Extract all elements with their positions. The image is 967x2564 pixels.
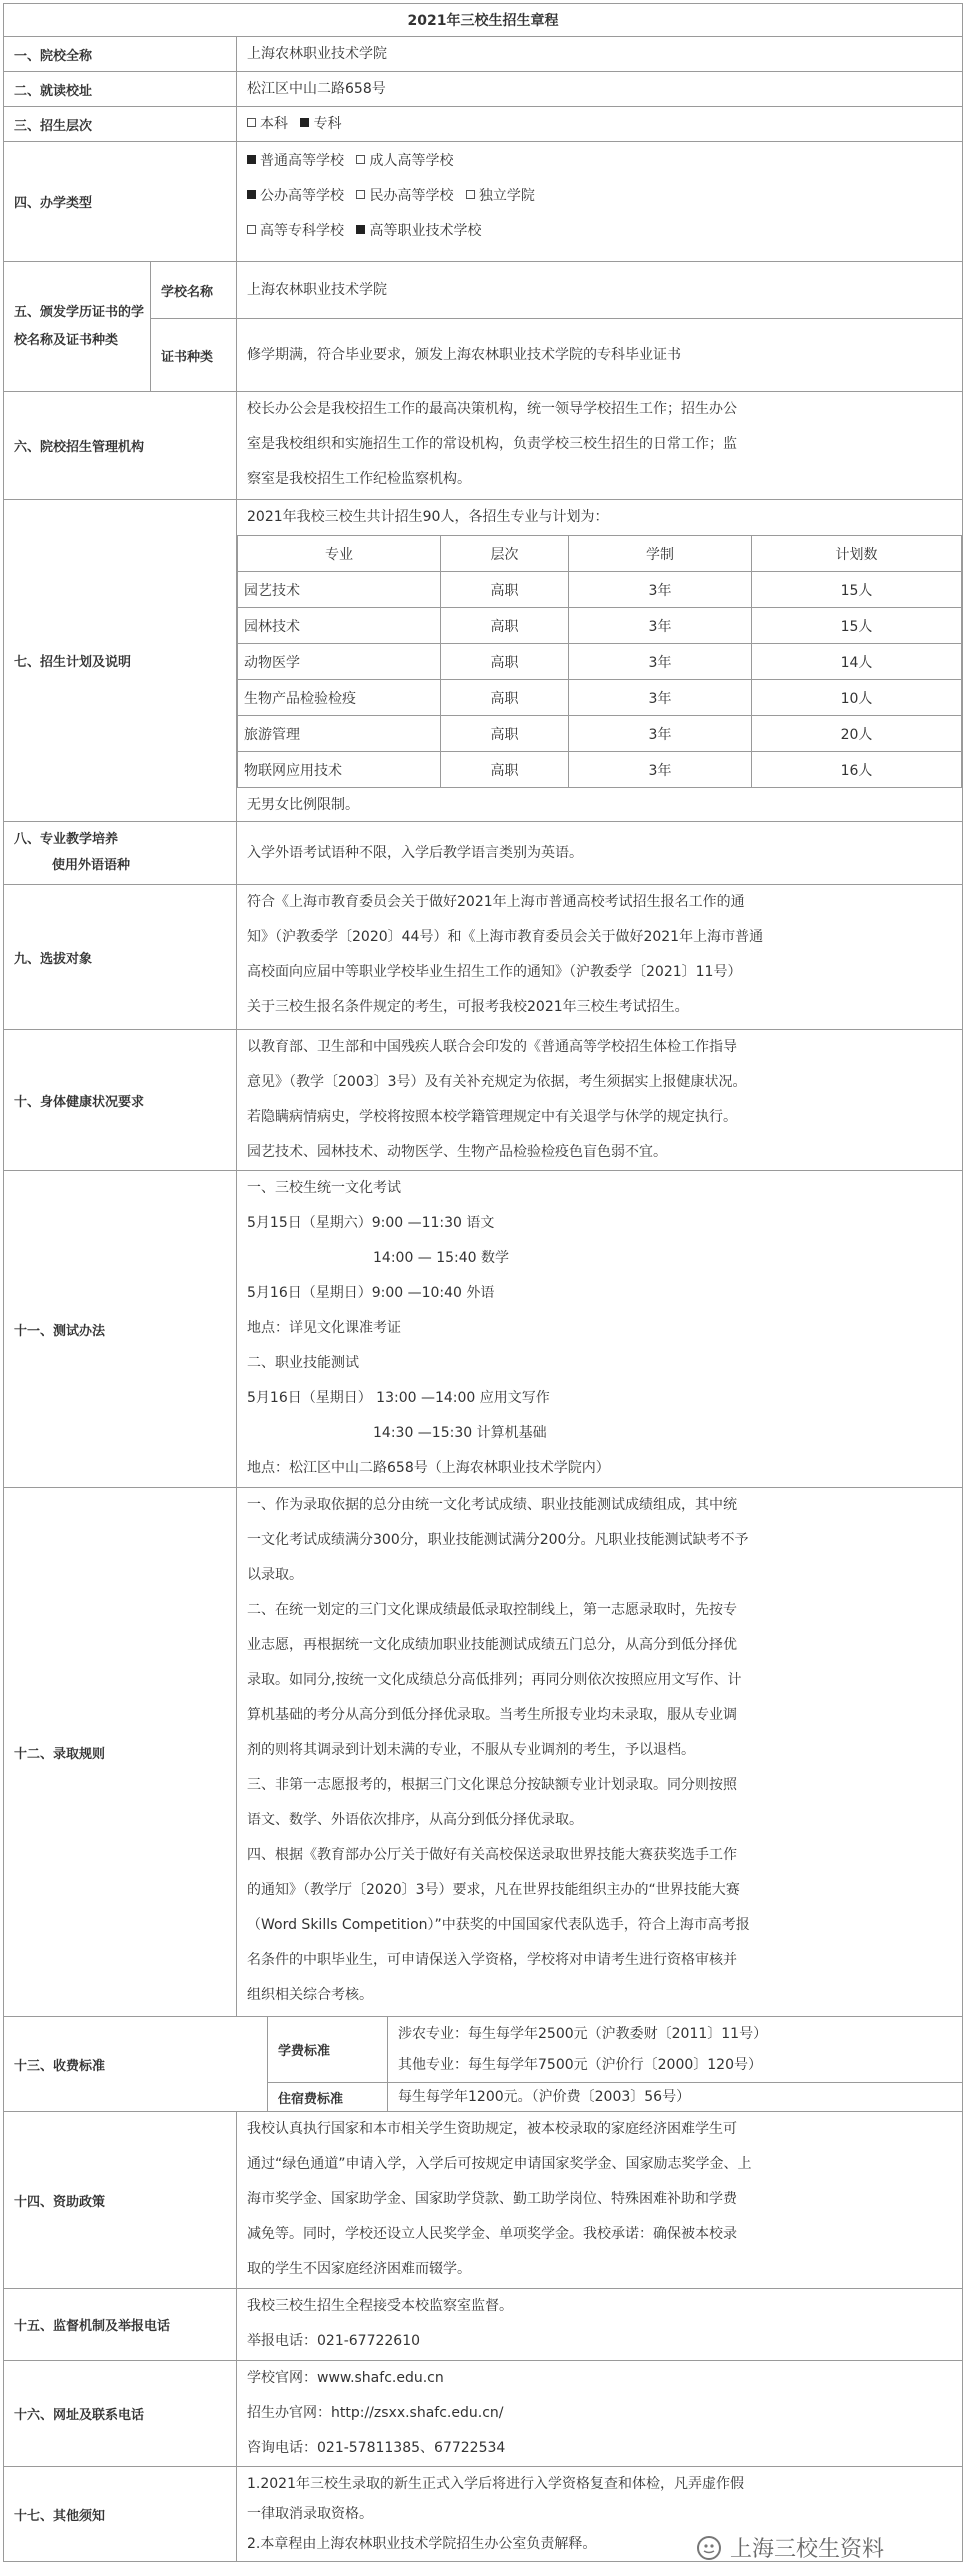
table-header-row: 专业 层次 学制 计划数 xyxy=(238,536,962,572)
checkbox-icon xyxy=(247,225,256,234)
section-3-options xyxy=(236,106,963,142)
tuition-label: 学费标准 xyxy=(267,2016,388,2083)
admission-website: 招生办官网：http://zsxx.shafc.edu.cn/ xyxy=(247,2405,504,2421)
school-type-row: 普通高等学校 成人高等学校 xyxy=(247,144,952,179)
option-zhuanke: 专科 xyxy=(300,116,341,132)
section-4-label: 四、办学类型 xyxy=(3,141,237,262)
tuition-content: 涉农专业：每生每学年2500元（沪教委财〔2011〕11号） 其他专业：每生每学年7500元（沪价行〔2000〕120号） xyxy=(387,2016,963,2083)
section-16-label: 十六、网址及联系电话 xyxy=(3,2360,237,2467)
dorm-fee-value: 每生每学年1200元。（沪价费〔2003〕56号） xyxy=(387,2082,963,2112)
checkbox-checked-icon xyxy=(300,118,309,127)
section-14-label: 十四、资助政策 xyxy=(3,2111,237,2289)
cert-type-value: 修学期满，符合毕业要求，颁发上海农林职业技术学院的专科毕业证书 xyxy=(236,318,963,392)
watermark-text: 上海三校生资料 xyxy=(730,2537,885,2562)
document-title: 2021年三校生招生章程 xyxy=(3,3,963,37)
checkbox-icon xyxy=(356,155,365,164)
checkbox-icon xyxy=(466,190,475,199)
section-2-value: 松江区中山二路658号 xyxy=(236,71,963,107)
school-name-value: 上海农林职业技术学院 xyxy=(236,261,963,319)
checkbox-checked-icon xyxy=(247,155,256,164)
school-type-row: 公办高等学校 民办高等学校 独立学院 xyxy=(247,179,952,214)
section-8-value: 入学外语考试语种不限，入学后教学语言类别为英语。 xyxy=(236,821,963,885)
section-13-label: 十三、收费标准 xyxy=(3,2016,268,2112)
checkbox-icon xyxy=(247,118,256,127)
section-15-content: 我校三校生招生全程接受本校监察室监督。 举报电话：021-67722610 xyxy=(236,2288,963,2361)
section-11-label: 十一、测试办法 xyxy=(3,1170,237,1488)
checkbox-checked-icon xyxy=(356,225,365,234)
section-14-content: 我校认真执行国家和本市相关学生资助规定，被本校录取的家庭经济困难学生可 通过“绿色通道”申请入学，入学后可按规定申请国家奖学金、国家励志奖学金、上 海市奖学金、国家助学金、国家助学贷款、勤工助学岗位、特殊困难补助和学费 减免等。同时，学校还设立人民奖学金、单项奖学金。我校承诺：确保被本校录 取的学生不因家庭经济困难而辍学。 xyxy=(236,2111,963,2289)
table-row: 旅游管理 高职 3年 20人 xyxy=(238,716,962,752)
section-9-content: 符合《上海市教育委员会关于做好2021年上海市普通高校考试招生报名工作的通 知》（沪教委学〔2020〕44号）和《上海市教育委员会关于做好2021年上海市普通 高校面向应届中等职业学校毕业生招生工作的通知》（沪教委学〔2021〕11号） 关于三校生报名条件规定的考生，可报考我校2021年三校生考试招生。 xyxy=(236,884,963,1030)
school-website: 学校官网：www.shafc.edu.cn xyxy=(247,2370,444,2386)
table-row: 园林技术 高职 3年 15人 xyxy=(238,608,962,644)
table-row: 生物产品检验检疫 高职 3年 10人 xyxy=(238,680,962,716)
checkbox-checked-icon xyxy=(247,190,256,199)
section-5-label: 五、颁发学历证书的学校名称及证书种类 xyxy=(3,261,151,392)
section-3-label: 三、招生层次 xyxy=(3,106,237,142)
contact-phone: 咨询电话：021-57811385、67722534 xyxy=(247,2440,506,2456)
section-17-label: 十七、其他须知 xyxy=(3,2466,237,2562)
section-6-content: 校长办公会是我校招生工作的最高决策机构，统一领导学校招生工作；招生办公 室是我校组织和实施招生工作的常设机构，负责学校三校生招生的日常工作；监 察室是我校招生工作纪检监察机构。 xyxy=(236,391,963,500)
table-row: 动物医学 高职 3年 14人 xyxy=(238,644,962,680)
plan-note: 无男女比例限制。 xyxy=(247,797,359,813)
section-7-label: 七、招生计划及说明 xyxy=(3,499,237,822)
checkbox-icon xyxy=(356,190,365,199)
section-8-label: 八、专业教学培养 使用外语语种 xyxy=(3,821,237,885)
section-7-content xyxy=(236,499,963,822)
section-12-content: 一、作为录取依据的总分由统一文化考试成绩、职业技能测试成绩组成，其中统 一文化考试成绩满分300分，职业技能测试满分200分。凡职业技能测试缺考不予 以录取。 二、在统一划定的三门文化课成绩最低录取控制线上，第一志愿录取时，先按专 业志愿，再根据统一文化成绩加职业技能测试成绩五门总分，从高分到低分择优 录取。如同分,按统一文化成绩总分高低排列；再同分则依次按照应用文写作、计 算机基础的考分从高分到低分择优录取。当考生所报专业均未录取，服从专业调 剂的则将其调录到计划未满的专业，不服从专业调剂的考生，予以退档。 三、非第一志愿报考的，根据三门文化课总分按缺额专业计划录取。同分则按照 语文、数学、外语依次排序，从高分到低分择优录取。 四、根据《教育部办公厅关于做好有关高校保送录取世界技能大赛获奖选手工作 的通知》（教学厅〔2020〕3号）要求，凡在世界技能组织主办的“世界技能大赛 （Word Skills Competition）”中获奖的中国国家代表队选手，符合上海市高考报 名条件的中职毕业生，可申请保送入学资格，学校将对申请考生进行资格审核并 组织相关综合考核。 xyxy=(236,1487,963,2017)
dorm-fee-label: 住宿费标准 xyxy=(267,2082,388,2112)
section-9-label: 九、选拔对象 xyxy=(3,884,237,1030)
section-1-value: 上海农林职业技术学院 xyxy=(236,36,963,72)
wechat-official-account-icon xyxy=(696,2535,722,2561)
table-row: 物联网应用技术 高职 3年 16人 xyxy=(238,752,962,788)
watermark xyxy=(696,2532,884,2563)
section-1-label: 一、院校全称 xyxy=(3,36,237,72)
option-benke: 本科 xyxy=(247,116,288,132)
enrollment-plan-table xyxy=(237,535,962,788)
plan-intro: 2021年我校三校生共计招生90人，各招生专业与计划为： xyxy=(247,509,609,525)
section-11-content: 一、三校生统一文化考试 5月15日（星期六）9:00 —11:30 语文 14:00 — 15:40 数学 5月16日（星期日）9:00 —10:40 外语 地点：详见文化课准考证 二、职业技能测试 5月16日（星期日） 13:00 —14:00 应用文写作 14:30 —15:30 计算机基础 地点：松江区中山二路658号（上海农林职业技术学院内） xyxy=(236,1170,963,1488)
section-10-label: 十、身体健康状况要求 xyxy=(3,1029,237,1171)
section-10-content: 以教育部、卫生部和中国残疾人联合会印发的《普通高等学校招生体检工作指导 意见》（教学〔2003〕3号）及有关补充规定为依据，考生须据实上报健康状况。 若隐瞒病情病史，学校将按照本校学籍管理规定中有关退学与休学的规定执行。 园艺技术、园林技术、动物医学、生物产品检验检疫色盲色弱不宜。 xyxy=(236,1029,963,1171)
school-name-label: 学校名称 xyxy=(150,261,237,319)
cert-type-label: 证书种类 xyxy=(150,318,237,392)
section-2-label: 二、就读校址 xyxy=(3,71,237,107)
table-row: 园艺技术 高职 3年 15人 xyxy=(238,572,962,608)
section-15-label: 十五、监督机制及举报电话 xyxy=(3,2288,237,2361)
section-12-label: 十二、录取规则 xyxy=(3,1487,237,2017)
school-type-row: 高等专科学校 高等职业技术学校 xyxy=(247,214,952,249)
section-16-content xyxy=(236,2360,963,2467)
section-6-label: 六、院校招生管理机构 xyxy=(3,391,237,500)
section-4-options xyxy=(236,141,963,262)
section-17-content: 1.2021年三校生录取的新生正式入学后将进行入学资格复查和体检，凡弄虚作假 一律取消录取资格。 2.本章程由上海农林职业技术学院招生办公室负责解释。 xyxy=(236,2466,963,2562)
